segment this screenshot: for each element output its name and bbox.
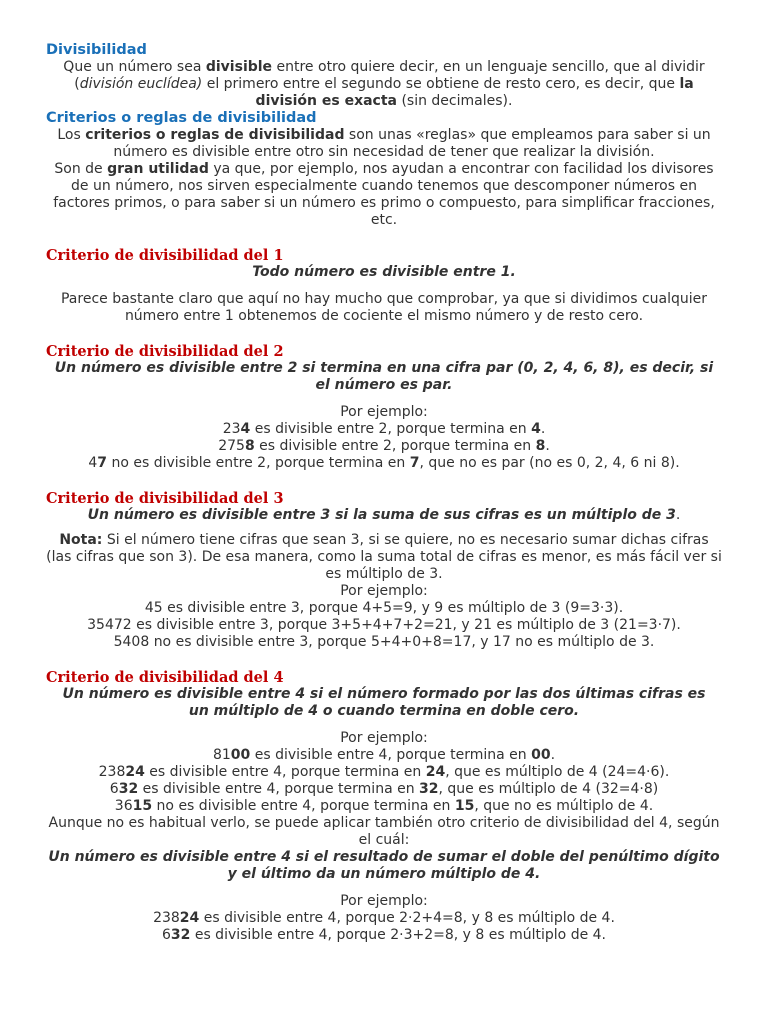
por-ejemplo-label: Por ejemplo: xyxy=(340,404,428,420)
text: Los xyxy=(57,127,86,143)
rule-criterio-2: Un número es divisible entre 2 si termina en una cifra par (0, 2, 4, 6, 8), es decir, si el número es par. xyxy=(54,360,714,393)
rule-criterio-1: Todo número es divisible entre 1. xyxy=(252,264,516,280)
text: no es divisible entre 2, porque termina en xyxy=(107,455,410,471)
text: son unas «reglas» que empleamos para saber si un número es divisible entre otro sin necesidad de tener que realizar la división. xyxy=(113,127,711,160)
example-line xyxy=(46,747,722,764)
text: Son de xyxy=(54,161,108,177)
digit-bold: 24 xyxy=(125,764,145,780)
digit-bold: 4 xyxy=(240,421,251,437)
text: es divisible entre 4, porque termina en xyxy=(250,747,532,763)
digit-bold: 7 xyxy=(97,455,107,471)
number: 238 xyxy=(153,910,180,926)
digit-bold: 32 xyxy=(118,781,139,797)
text: es divisible entre 4, porque termina en xyxy=(138,781,420,797)
example-line xyxy=(46,781,722,798)
rule-criterio-4-alternativo: Un número es divisible entre 4 si el resultado de sumar el doble del penúltimo dígito y el último da un número múltiplo de 4. xyxy=(48,849,720,882)
nota-label: Nota: xyxy=(59,532,103,548)
text: entre otro quiere decir, en un lenguaje sencillo, que al dividir ( xyxy=(74,59,705,92)
text: , que no es par (no es 0, 2, 4, 6 ni 8). xyxy=(419,455,680,471)
digit-bold: 8 xyxy=(244,438,255,454)
number: 6 xyxy=(161,927,171,943)
digit-bold: 00 xyxy=(531,747,551,763)
por-ejemplo-label: Por ejemplo: xyxy=(340,730,428,746)
document-page xyxy=(46,42,722,944)
example-line: 5408 no es divisible entre 3, porque 5+4+0+8=17, y 17 no es múltiplo de 3. xyxy=(113,634,655,650)
text: . xyxy=(540,421,546,437)
text: es divisible entre 4, porque 2·3+2=8, y 8 es múltiplo de 4. xyxy=(190,927,607,943)
text: . xyxy=(545,438,550,454)
example-line xyxy=(46,455,722,472)
number: 275 xyxy=(218,438,245,454)
text: , que es múltiplo de 4 (24=4·6). xyxy=(445,764,670,780)
digit-bold: 4 xyxy=(531,421,541,437)
por-ejemplo-label: Por ejemplo: xyxy=(340,583,428,599)
text: el primero entre el segundo se obtiene de resto cero, es decir, que xyxy=(202,76,680,92)
nota-paragraph xyxy=(46,532,722,583)
paragraph-criterios-2 xyxy=(46,161,722,229)
digit-bold: 32 xyxy=(170,927,191,943)
digit-bold: 15 xyxy=(454,798,475,814)
digit-bold: 32 xyxy=(419,781,439,797)
text: es divisible entre 2, porque termina en xyxy=(250,421,532,437)
text: Que un número sea xyxy=(63,59,206,75)
paragraph-aunque: Aunque no es habitual verlo, se puede aplicar también otro criterio de divisibilidad del 4, según el cuál: xyxy=(48,815,720,848)
digit-bold: 24 xyxy=(425,764,446,780)
number: 6 xyxy=(109,781,119,797)
heading-divisibilidad: Divisibilidad xyxy=(46,42,147,58)
text: ya que, por ejemplo, nos ayudan a encontrar con facilidad los divisores de un número, nos sirven especialmente cuando tenemos que descomponer números en factores primos, o para saber si un número es primo o compuesto, para simplificar fracciones, etc. xyxy=(53,161,715,228)
paragraph-divisibilidad-intro xyxy=(46,59,722,110)
example-line xyxy=(46,764,722,781)
text: , que no es múltiplo de 4. xyxy=(474,798,654,814)
example-line: 45 es divisible entre 3, porque 4+5=9, y 9 es múltiplo de 3 (9=3·3). xyxy=(144,600,624,616)
example-line xyxy=(46,910,722,927)
heading-criterio-3: Criterio de divisibilidad del 3 xyxy=(46,490,284,507)
heading-criterio-4: Criterio de divisibilidad del 4 xyxy=(46,669,284,686)
rule-criterio-4: Un número es divisible entre 4 si el número formado por las dos últimas cifras es un múltiplo de 4 o cuando termina en doble cero. xyxy=(62,686,706,719)
text: es divisible entre 4, porque termina en xyxy=(144,764,426,780)
text: (sin decimales). xyxy=(397,93,513,109)
digit-bold: 15 xyxy=(132,798,153,814)
text-bold: gran utilidad xyxy=(107,161,209,177)
text-bold: la división es exacta xyxy=(255,76,694,109)
text: es divisible entre 4, porque 2·2+4=8, y 8 es múltiplo de 4. xyxy=(199,910,615,926)
example-line: 35472 es divisible entre 3, porque 3+5+4+7+2=21, y 21 es múltiplo de 3 (21=3·7). xyxy=(87,617,681,633)
paragraph-criterio-1: Parece bastante claro que aquí no hay mucho que comprobar, ya que si dividimos cualquier número entre 1 obtenemos de cociente el mismo número y de resto cero. xyxy=(60,291,708,324)
number: 4 xyxy=(88,455,98,471)
text: , que es múltiplo de 4 (32=4·8) xyxy=(438,781,659,797)
digit-bold: 00 xyxy=(230,747,251,763)
number: 238 xyxy=(98,764,126,780)
text: . xyxy=(550,747,556,763)
rule-text: Un número es divisible entre 3 si la suma de sus cifras es un múltiplo de 3 xyxy=(87,507,676,523)
number: 23 xyxy=(222,421,241,437)
example-line xyxy=(46,421,722,438)
digit-bold: 24 xyxy=(179,910,200,926)
text: no es divisible entre 4, porque termina en xyxy=(152,798,455,814)
text-italic: división euclídea) xyxy=(79,76,203,92)
nota-text: Si el número tiene cifras que sean 3, si se quiere, no es necesario sumar dichas cifras (las cifras que son 3). De esa manera, como la suma total de cifras es menor, es más fácil ver si es múltiplo de 3. xyxy=(46,532,722,582)
text-bold: criterios o reglas de divisibilidad xyxy=(85,127,345,143)
text-bold: divisible xyxy=(205,59,273,75)
text: . xyxy=(675,507,681,523)
por-ejemplo-label: Por ejemplo: xyxy=(340,893,428,909)
digit-bold: 7 xyxy=(409,455,420,471)
number: 81 xyxy=(212,747,231,763)
number: 36 xyxy=(114,798,133,814)
example-line xyxy=(46,927,722,944)
example-line xyxy=(46,798,722,815)
heading-criterio-1: Criterio de divisibilidad del 1 xyxy=(46,247,284,264)
paragraph-criterios-1 xyxy=(46,127,722,161)
text: es divisible entre 2, porque termina en xyxy=(254,438,536,454)
digit-bold: 8 xyxy=(535,438,546,454)
heading-criterios: Criterios o reglas de divisibilidad xyxy=(46,110,317,126)
heading-criterio-2: Criterio de divisibilidad del 2 xyxy=(46,343,284,360)
example-line xyxy=(46,438,722,455)
rule-criterio-3 xyxy=(46,507,722,524)
